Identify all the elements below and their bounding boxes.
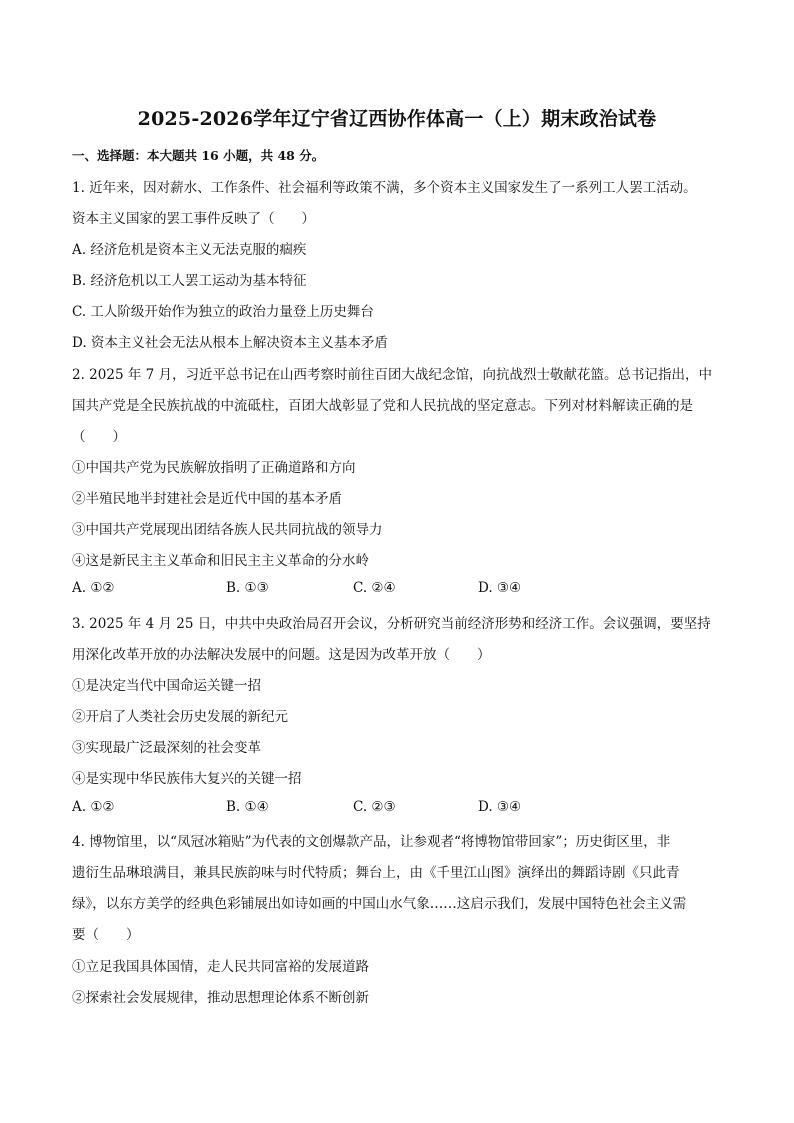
q4-stem-line-1: 4. 博物馆里，以“凤冠冰箱贴”为代表的文创爆款产品，让参观者“将博物馆带回家”；历史街区里，非 <box>72 834 671 850</box>
q4-stem-line-4: 要（ ） <box>72 927 140 943</box>
q2-stem-line-2: 国共产党是全民族抗战的中流砥柱，百团大战彰显了党和人民抗战的坚定意志。下列对材料解读正确的是 <box>72 398 693 414</box>
q4-stem-line-2: 遗衍生品琳琅满目，兼具民族韵味与时代特质；舞台上，由《千里江山图》演绎出的舞蹈诗剧《只此青 <box>72 865 680 881</box>
q4-statement-1: ①立足我国具体国情，走人民共同富裕的发展道路 <box>72 959 369 975</box>
q3-option-c: C. ②③ <box>353 799 396 815</box>
q2-option-c: C. ②④ <box>353 580 396 596</box>
q3-option-b: B. ①④ <box>226 799 269 815</box>
q2-option-b: B. ①③ <box>226 580 269 596</box>
q2-stem-line-1: 2. 2025 年 7 月，习近平总书记在山西考察时前往百团大战纪念馆，向抗战烈士敬献花篮。总书记指出，中 <box>72 367 712 383</box>
q2-option-a: A. ①② <box>72 580 115 596</box>
q3-stem-line-2: 用深化改革开放的办法解决发展中的问题。这是因为改革开放（ ） <box>72 647 491 663</box>
q2-statement-1: ①中国共产党为民族解放指明了正确道路和方向 <box>72 460 356 476</box>
q3-statement-2: ②开启了人类社会历史发展的新纪元 <box>72 709 288 725</box>
q2-option-d: D. ③④ <box>478 580 522 596</box>
q2-statement-3: ③中国共产党展现出团结各族人民共同抗战的领导力 <box>72 522 383 538</box>
section-heading: 一、选择题：本大题共 16 小题，共 48 分。 <box>72 148 325 163</box>
q1-option-c: C. 工人阶级开始作为独立的政治力量登上历史舞台 <box>72 304 374 320</box>
q4-stem-line-3: 绿》，以东方美学的经典色彩铺展出如诗如画的中国山水气象……这启示我们，发展中国特色社会主义需 <box>72 896 687 912</box>
q2-statement-4: ④这是新民主主义革命和旧民主主义革命的分水岭 <box>72 553 369 569</box>
q3-statement-4: ④是实现中华民族伟大复兴的关键一招 <box>72 771 302 787</box>
q2-stem-line-3: （ ） <box>72 429 126 445</box>
q1-option-b: B. 经济危机以工人罢工运动为基本特征 <box>72 273 307 289</box>
q4-statement-2: ②探索社会发展规律，推动思想理论体系不断创新 <box>72 990 369 1006</box>
exam-title: 2025-2026学年辽宁省辽西协作体高一（上）期末政治试卷 <box>137 108 657 130</box>
q3-option-d: D. ③④ <box>478 799 522 815</box>
q1-option-d: D. 资本主义社会无法从根本上解决资本主义基本矛盾 <box>72 335 388 351</box>
q2-statement-2: ②半殖民地半封建社会是近代中国的基本矛盾 <box>72 491 342 507</box>
q3-statement-3: ③实现最广泛最深刻的社会变革 <box>72 740 261 756</box>
q3-stem-line-1: 3. 2025 年 4 月 25 日，中共中央政治局召开会议，分析研究当前经济形势和经济工作。会议强调，要坚持 <box>72 616 711 632</box>
q3-option-a: A. ①② <box>72 799 115 815</box>
q1-option-a: A. 经济危机是资本主义无法克服的痼疾 <box>72 242 307 258</box>
q1-stem-line-2: 资本主义国家的罢工事件反映了（ ） <box>72 211 315 227</box>
q1-stem-line-1: 1. 近年来，因对薪水、工作条件、社会福利等政策不满，多个资本主义国家发生了一系列工人罢工活动。 <box>72 180 697 196</box>
q3-statement-1: ①是决定当代中国命运关键一招 <box>72 678 261 694</box>
